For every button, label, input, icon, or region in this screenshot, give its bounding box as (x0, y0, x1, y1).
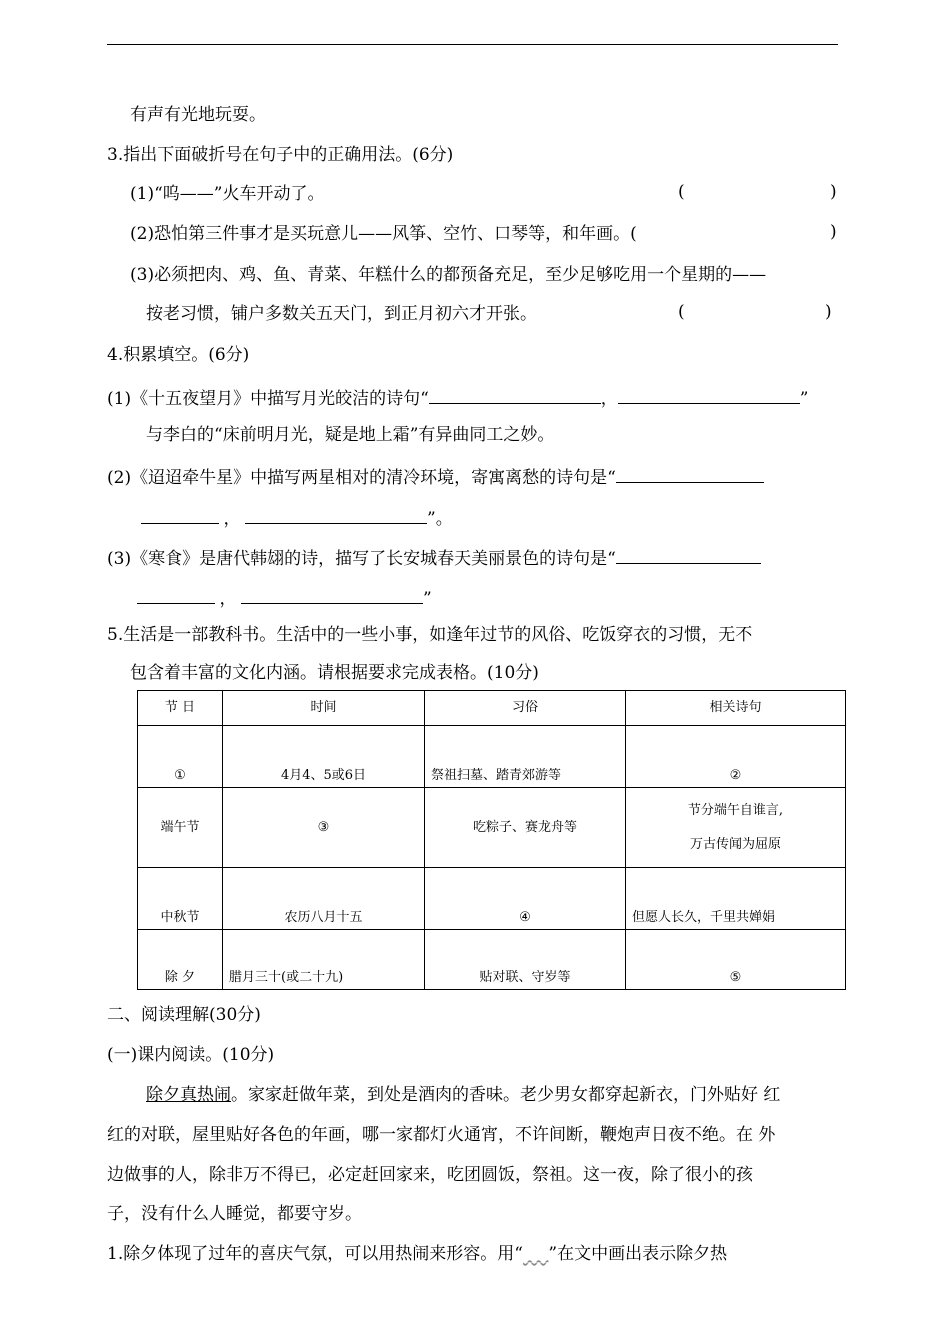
q4-item-2 (107, 464, 764, 490)
q4-item-3-cont (137, 585, 432, 611)
q4-title: 4.积累填空。(6分) (107, 345, 250, 365)
q4-item-3 (107, 545, 761, 571)
cell-custom: 祭祖扫墓、踏青郊游等 (425, 726, 626, 788)
q3-answer-2-close: ) (830, 222, 837, 242)
blank-input[interactable] (241, 585, 423, 604)
comma: ， (600, 389, 618, 409)
cell-festival[interactable]: ① (138, 726, 223, 788)
col-header-festival: 节 日 (138, 691, 223, 726)
col-header-time: 时间 (223, 691, 425, 726)
cell-festival: 端午节 (138, 788, 223, 868)
comma: ， (219, 589, 237, 609)
q3-item-2: (2)恐怕第三件事才是买玩意儿——风筝、空竹、口琴等，和年画。( (130, 224, 637, 244)
blank-input[interactable] (141, 505, 219, 524)
underlined-phrase: 除夕真热闹 (146, 1085, 231, 1105)
cell-custom: 贴对联、守岁等 (425, 930, 626, 990)
comma: ， (223, 509, 241, 529)
table-row (138, 726, 846, 788)
close-quote: ” (423, 589, 432, 609)
q3-answer-3-open: ( (678, 302, 685, 322)
section-2-title: 二、阅读理解(30分) (107, 1005, 261, 1025)
cell-festival: 中秋节 (138, 868, 223, 930)
col-header-custom: 习俗 (425, 691, 626, 726)
col-header-poem: 相关诗句 (626, 691, 846, 726)
q3-title: 3.指出下面破折号在句子中的正确用法。(6分) (107, 145, 454, 165)
cell-poem (626, 788, 846, 868)
blank-input[interactable] (616, 464, 764, 483)
q4-item-1-prompt: (1)《十五夜望月》中描写月光皎洁的诗句“ (107, 389, 429, 409)
passage-line-3: 边做事的人，除非万不得已，必定赶回家来，吃团圆饭，祭祖。这一夜，除了很小的孩 (107, 1165, 753, 1185)
header-rule (107, 44, 838, 45)
blank-input[interactable] (245, 505, 427, 524)
table-row (138, 868, 846, 930)
q3-answer-1-open: ( (678, 182, 685, 202)
q3-item-3-cont: 按老习惯，铺户多数关五天门，到正月初六才开张。 (146, 304, 537, 324)
q3-answer-1-close: ) (830, 182, 837, 202)
cell-poem: 但愿人长久，千里共婵娟 (626, 868, 846, 930)
passage-line-2: 红的对联，屋里贴好各色的年画，哪一家都灯火通宵，不许间断，鞭炮声日夜不绝。在 外 (107, 1125, 776, 1145)
q1-reading (107, 1242, 727, 1266)
cell-poem[interactable]: ⑤ (626, 930, 846, 990)
q4-item-3-prompt: (3)《寒食》是唐代韩翃的诗，描写了长安城春天美丽景色的诗句是“ (107, 549, 616, 569)
q1-prompt-cont: ”在文中画出表示除夕热 (548, 1244, 728, 1264)
cell-time: 农历八月十五 (223, 868, 425, 930)
section-2-sub: (一)课内阅读。(10分) (107, 1045, 275, 1065)
continued-line: 有声有光地玩耍。 (130, 105, 266, 125)
q3-item-1: (1)“呜——”火车开动了。 (130, 184, 325, 204)
q3-answer-3-close: ) (825, 302, 832, 322)
festival-table (137, 690, 846, 990)
q4-item-1 (107, 385, 808, 411)
cell-poem[interactable]: ② (626, 726, 846, 788)
q5-title: 5.生活是一部教科书。生活中的一些小事，如逢年过节的风俗、吃饭穿衣的习惯，无不 (107, 625, 753, 645)
cell-time: 4月4、5或6日 (223, 726, 425, 788)
q4-item-1-cont: 与李白的“床前明月光，疑是地上霜”有异曲同工之妙。 (146, 425, 555, 445)
blank-input[interactable] (137, 585, 215, 604)
poem-line-2: 万古传闻为屈原 (689, 836, 781, 852)
cell-custom[interactable]: ④ (425, 868, 626, 930)
passage-text: 。家家赶做年菜，到处是酒肉的香味。老少男女都穿起新衣，门外贴好 红 (231, 1085, 781, 1105)
cell-time: 腊月三十(或二十九) (223, 930, 425, 990)
close-quote-period: ”。 (427, 509, 453, 529)
q4-item-2-cont (141, 505, 453, 531)
cell-custom: 吃粽子、赛龙舟等 (425, 788, 626, 868)
cell-festival: 除 夕 (138, 930, 223, 990)
table-row (138, 788, 846, 868)
blank-input[interactable] (618, 385, 800, 404)
passage-line-1 (146, 1083, 780, 1107)
q5-title-cont: 包含着丰富的文化内涵。请根据要求完成表格。(10分) (130, 663, 539, 683)
q3-item-3: (3)必须把肉、鸡、鱼、青菜、年糕什么的都预备充足，至少足够吃用一个星期的—— (130, 265, 767, 285)
blank-input[interactable] (616, 545, 761, 564)
wavy-line-mark: ___ (522, 1244, 549, 1264)
table-row (138, 930, 846, 990)
q4-item-2-prompt: (2)《迢迢牵牛星》中描写两星相对的清冷环境，寄寓离愁的诗句是“ (107, 468, 616, 488)
cell-time[interactable]: ③ (223, 788, 425, 868)
blank-input[interactable] (429, 385, 601, 404)
poem-line-1: 节分端午自谁言, (687, 802, 784, 818)
passage-line-4: 子，没有什么人睡觉，都要守岁。 (107, 1204, 362, 1224)
table-header-row (138, 691, 846, 726)
q1-prompt: 1.除夕体现了过年的喜庆气氛，可以用热闹来形容。用“ (107, 1244, 523, 1264)
close-quote: ” (799, 389, 809, 409)
